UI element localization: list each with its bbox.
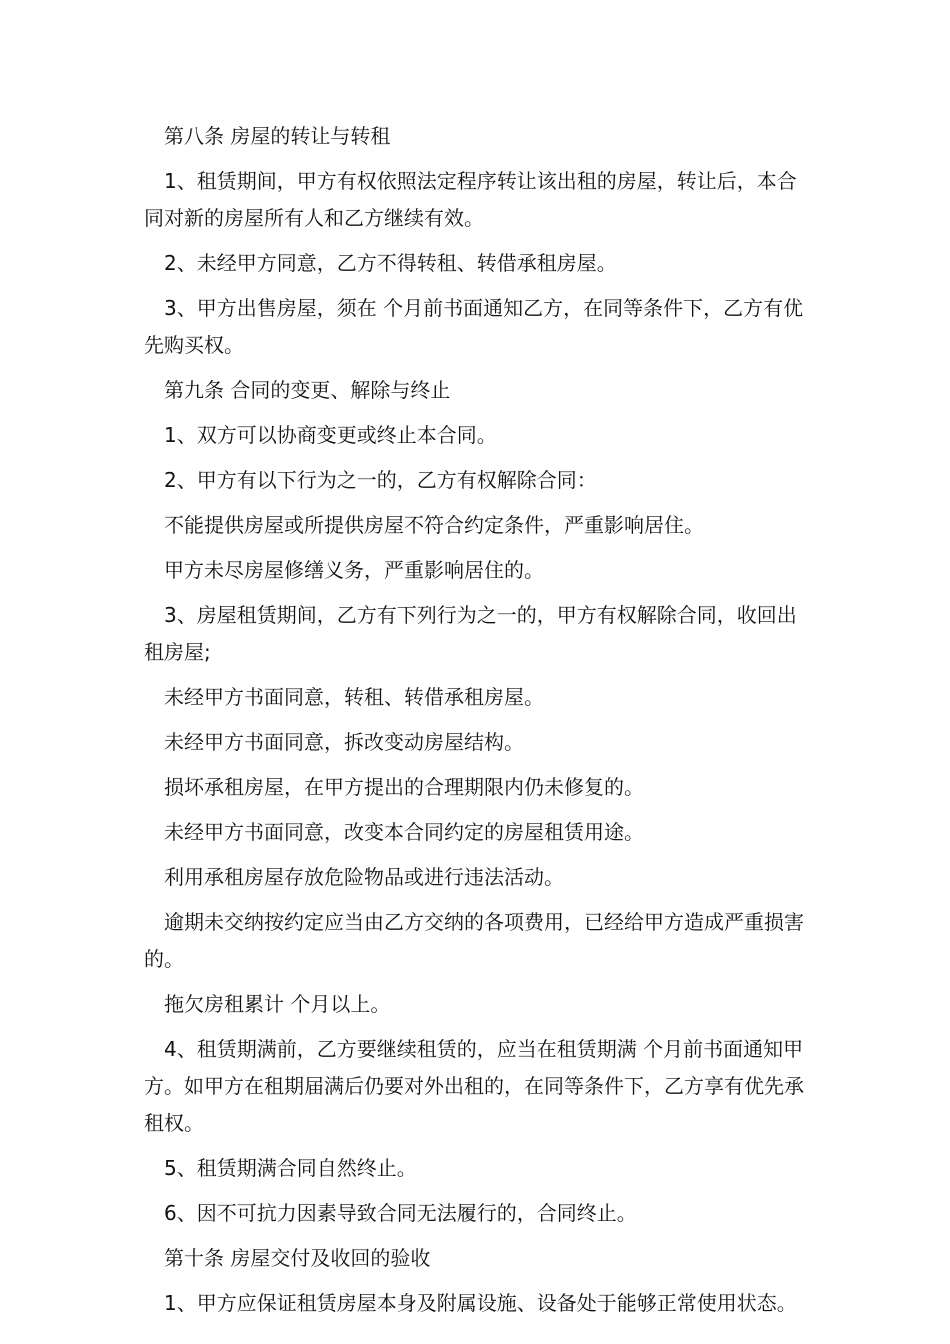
article-8-clause-1: 1、租赁期间，甲方有权依照法定程序转让该出租的房屋，转让后，本合同对新的房屋所有人和乙方继续有效。 <box>144 169 797 230</box>
article-9-clause-1: 1、双方可以协商变更或终止本合同。 <box>164 423 497 447</box>
article-9-clause-3-item-5: 利用承租房屋存放危险物品或进行违法活动。 <box>164 865 564 889</box>
article-9-clause-3-item-1: 未经甲方书面同意，转租、转借承租房屋。 <box>164 685 544 709</box>
article-9-clause-6: 6、因不可抗力因素导致合同无法履行的，合同终止。 <box>164 1201 637 1225</box>
article-9-clause-3-item-2: 未经甲方书面同意，拆改变动房屋结构。 <box>164 730 524 754</box>
article-9-clause-2: 2、甲方有以下行为之一的，乙方有权解除合同： <box>164 468 597 492</box>
article-9-clause-3-item-3: 损坏承租房屋，在甲方提出的合理期限内仍未修复的。 <box>164 775 644 799</box>
article-9-clause-3-item-4: 未经甲方书面同意，改变本合同约定的房屋租赁用途。 <box>164 820 644 844</box>
article-9-clause-3: 3、房屋租赁期间，乙方有下列行为之一的，甲方有权解除合同，收回出租房屋; <box>144 603 797 664</box>
article-8-clause-3: 3、甲方出售房屋，须在 个月前书面通知乙方，在同等条件下，乙方有优先购买权。 <box>144 296 804 357</box>
article-9-clause-3-item-7: 拖欠房租累计 个月以上。 <box>164 992 391 1016</box>
article-10-heading: 第十条 房屋交付及收回的验收 <box>164 1246 431 1270</box>
article-9-clause-3-item-6: 逾期未交纳按约定应当由乙方交纳的各项费用，已经给甲方造成严重损害的。 <box>144 910 804 971</box>
article-10-clause-1: 1、甲方应保证租赁房屋本身及附属设施、设备处于能够正常使用状态。 <box>164 1291 797 1315</box>
article-9-clause-2-item-2: 甲方未尽房屋修缮义务，严重影响居住的。 <box>164 558 544 582</box>
article-8-heading: 第八条 房屋的转让与转租 <box>164 124 391 148</box>
article-9-heading: 第九条 合同的变更、解除与终止 <box>164 378 451 402</box>
article-8-clause-2: 2、未经甲方同意，乙方不得转租、转借承租房屋。 <box>164 251 617 275</box>
article-9-clause-4: 4、租赁期满前，乙方要继续租赁的，应当在租赁期满 个月前书面通知甲方。如甲方在租期届满后仍要对外出租的，在同等条件下，乙方享有优先承租权。 <box>144 1037 804 1135</box>
document-page <box>144 118 814 1330</box>
article-9-clause-5: 5、租赁期满合同自然终止。 <box>164 1156 417 1180</box>
article-9-clause-2-item-1: 不能提供房屋或所提供房屋不符合约定条件，严重影响居住。 <box>164 513 704 537</box>
